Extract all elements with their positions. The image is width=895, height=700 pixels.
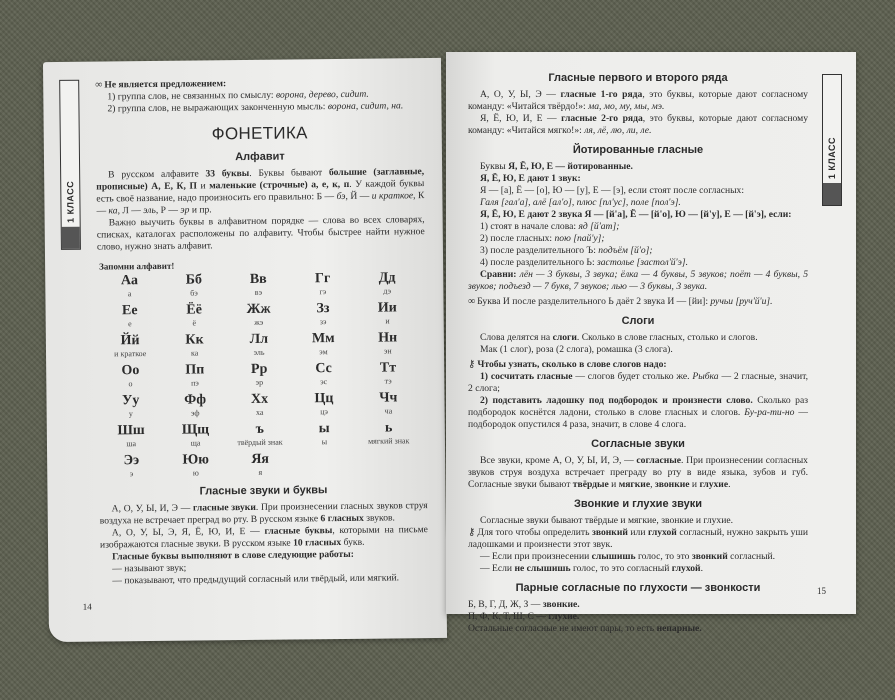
alphabet-letter <box>356 390 421 417</box>
alphabet-letter <box>290 271 355 298</box>
letter-name: ха <box>255 407 264 417</box>
vowels-paragraph-3: Гласные буквы выполняют в слове следующие работы: <box>112 548 354 563</box>
letter-name: ша <box>126 439 137 449</box>
iotated-p5: Я, Ё, Ю, Е дают 2 звука Я — [й'а], Ё — [й'о], Ю — [й'у], Е — [й'э], если: <box>480 209 792 220</box>
alphabet-letter <box>227 392 292 419</box>
alphabet-letter <box>292 391 357 418</box>
intro-item-2-example: ворона, сидит, на. <box>327 100 404 113</box>
key-icon: ⚷ <box>468 359 476 370</box>
letter-glyph: Фф <box>184 392 207 408</box>
syllables-p1: Слова делятся на слоги. Сколько в слове гласных, столько и слогов. <box>480 332 758 343</box>
alphabet-letter <box>99 423 164 450</box>
voiced-p1: Согласные звуки бывают твёрдые и мягкие, звонкие и глухие. <box>480 515 734 526</box>
letter-name: и краткое <box>114 349 147 359</box>
alphabet-letter <box>98 333 163 360</box>
alphabet-letter <box>355 270 420 297</box>
letter-glyph: Ии <box>377 300 397 316</box>
letter-name: э <box>129 469 134 479</box>
letter-glyph: Зз <box>316 301 330 317</box>
letter-name: цэ <box>320 407 328 417</box>
letter-name: и <box>385 316 390 326</box>
letter-name: эф <box>190 408 200 418</box>
alphabet-letter <box>99 453 164 480</box>
intro-note <box>95 76 423 115</box>
alphabet-letter <box>163 392 228 419</box>
letter-glyph: Чч <box>379 390 398 406</box>
right-page <box>446 52 856 634</box>
grade-tab-label: 1 КЛАСС <box>65 180 76 223</box>
alphabet-letter <box>227 362 292 389</box>
grade-tab-marker <box>62 227 80 249</box>
letter-glyph: Дд <box>378 270 396 286</box>
letter-name: бэ <box>190 288 198 298</box>
letter-glyph: ъ <box>255 421 264 437</box>
letter-name: ча <box>384 406 393 416</box>
intro-item-1-example: ворона, дерево, сидит. <box>275 88 369 101</box>
voiced-heading: Звонкие и глухие звуки <box>574 498 702 510</box>
letter-name: зэ <box>319 317 327 327</box>
letter-glyph: Яя <box>251 451 270 467</box>
alphabet-letter <box>227 332 292 359</box>
iotated-p2: Я, Ё, Ю, Е дают 1 звук: <box>480 173 581 184</box>
letter-name: я <box>258 467 263 477</box>
alphabet-letter <box>163 422 228 449</box>
alphabet-letter <box>226 272 291 299</box>
alphabet-grid <box>97 270 421 479</box>
intro-item-1: 1) группа слов, не связанных по смыслу: <box>107 89 276 103</box>
letter-name: эс <box>320 377 328 387</box>
alphabet-letter <box>292 421 357 448</box>
alphabet-paragraph-2: Важно выучить буквы в алфавитном порядке — слова во всех словарях, списках, каталогах расположены по алфавиту. Чтобы быстрее найти нужное слово, нужно знать алфавит. <box>96 214 425 253</box>
letter-glyph: Тт <box>379 360 397 376</box>
letter-glyph: Бб <box>185 272 203 288</box>
letter-name: дэ <box>383 286 392 296</box>
letter-name: мягкий знак <box>368 436 410 446</box>
iotated-heading: Йотированные гласные <box>572 144 704 156</box>
alphabet-letter <box>98 363 163 390</box>
voiced-line-2: — Если не слышишь голос, то это согласный глухой. <box>480 563 703 574</box>
letter-name: жэ <box>254 317 264 327</box>
alphabet-heading: Алфавит <box>235 150 285 164</box>
letter-name: ё <box>192 318 197 328</box>
page-number-left: 14 <box>82 601 92 612</box>
remember-alphabet-label: Запомни алфавит! <box>99 260 175 272</box>
letter-glyph: Шш <box>117 423 145 439</box>
iotated-p1: Буквы Я, Ё, Ю, Е — йотированные. <box>480 161 633 172</box>
letter-glyph: ы <box>318 421 330 437</box>
alphabet-letter <box>226 302 291 329</box>
chapter-title: ФОНЕТИКА <box>211 123 308 144</box>
syllables-p2: Мак (1 слог), роза (2 слога), ромашка (3 слога). <box>480 344 673 355</box>
iotated-list-2: 2) после гласных: пою [пай'у]; <box>480 233 605 244</box>
alphabet-letter <box>162 332 227 359</box>
letter-glyph: Жж <box>246 301 271 317</box>
iotated-p4: Галя [гал'а], алё [ал'о], плюс [пл'ус], поле [пол'э]. <box>480 197 681 208</box>
letter-name: гэ <box>319 287 327 297</box>
rows-heading: Гласные первого и второго ряда <box>548 72 728 84</box>
pairs-voiced: Б, В, Г, Д, Ж, З — звонкие. <box>468 599 580 610</box>
pairs-rest: Остальные согласные не имеют пары, то есть непарные. <box>468 623 702 634</box>
left-page <box>43 58 447 642</box>
letter-glyph: Нн <box>378 330 398 346</box>
letter-name: эр <box>255 377 264 387</box>
voiced-tip: ⚷ Для того чтобы определить звонкий или глухой согласный, нужно закрыть уши ладошками и произнести этот звук. <box>468 527 809 550</box>
letter-glyph: Ээ <box>123 453 140 469</box>
iotated-compare: Сравни: лён — 3 буквы, 3 звука; ёлка — 4 буквы, 5 звуков; поёт — 4 буквы, 5 звуков; подъезд — 7 букв, 7 звуков; лью — 3 буквы, 3 звука. <box>468 269 808 292</box>
alphabet-letter <box>98 303 163 330</box>
alphabet-letter <box>356 420 421 447</box>
grade-side-tab-right <box>822 74 842 206</box>
alphabet-letter <box>291 301 356 328</box>
key-icon: ⚷ <box>468 527 476 538</box>
letter-glyph: Ёё <box>186 302 203 318</box>
letter-name: ща <box>190 438 201 448</box>
iotated-p3: Я — [а], Ё — [о], Ю — [у], Е — [э], если стоят после согласных: <box>480 185 744 196</box>
alphabet-letter <box>356 360 421 387</box>
letter-name: вэ <box>254 287 263 297</box>
iotated-list-1: 1) стоят в начале слова: яд [й'ат]; <box>480 221 620 232</box>
alphabet-letter <box>163 362 228 389</box>
letter-glyph: Ее <box>121 303 138 319</box>
alphabet-letter <box>163 452 228 479</box>
vowels-list-item-2: — показывают, что предыдущий согласный или твёрдый, или мягкий. <box>112 572 400 587</box>
letter-glyph: ь <box>384 420 393 436</box>
alphabet-paragraph-1: В русском алфавите 33 буквы. Буквы бывают большие (заглавные, прописные) А, Е, К, П и маленькие (строчные) а, е, к, п. У каждой буквы есть своё название, надо произносить его правильно: Б — бэ, Й — и краткое, К — ка, Л — эль, Р — эр и пр. <box>96 166 425 217</box>
pairs-heading: Парные согласные по глухости — звонкости <box>515 582 761 594</box>
letter-glyph: Пп <box>185 362 205 378</box>
glasses-icon: ∞ <box>468 296 476 307</box>
voiced-line-1: — Если при произнесении слышишь голос, то это звонкий согласный. <box>480 551 776 562</box>
vowels-list-item-1: — называют звук; <box>112 562 187 575</box>
vowels-paragraph-2: А, О, У, Ы, Э, Я, Ё, Ю, И, Е — гласные буквы, которыми на письме изображаются гласные звуки. В русском языке 10 гласных букв. <box>99 524 428 551</box>
alphabet-letter <box>98 393 163 420</box>
alphabet-letter <box>97 273 162 300</box>
letter-glyph: Аа <box>120 273 139 289</box>
letter-glyph: Рр <box>250 361 268 377</box>
letter-glyph: Цц <box>314 391 334 407</box>
letter-glyph: Вв <box>249 271 267 287</box>
letter-name: е <box>128 319 132 329</box>
letter-glyph: Мм <box>311 331 335 347</box>
alphabet-letter <box>355 330 420 357</box>
iotated-note: ∞ Буква И после разделительного Ь даёт 2 звука И — [йи]: ручьи [руч'й'и]. <box>468 296 773 307</box>
letter-glyph: Йй <box>120 333 140 349</box>
iotated-list-3: 3) после разделительного Ъ: подъём [й'о]; <box>480 245 653 256</box>
letter-name: ка <box>190 348 199 358</box>
consonants-p1: Все звуки, кроме А, О, У, Ы, И, Э, — согласные. При произнесении согласных звуков струя воздуха встречает преграду во рту в виде языка, зубов и губ. Согласные звуки бывают твёрдые и мягкие, звонкие и глухие. <box>468 455 808 490</box>
letter-name: пэ <box>191 378 199 388</box>
consonants-heading: Согласные звуки <box>591 438 685 450</box>
letter-name: о <box>128 379 133 389</box>
glasses-icon: ∞ <box>95 79 103 91</box>
letter-glyph: Хх <box>250 391 269 407</box>
letter-name: ю <box>192 468 199 478</box>
letter-name: у <box>128 409 133 419</box>
alphabet-letter <box>291 361 356 388</box>
letter-glyph: Лл <box>249 331 269 347</box>
letter-glyph: Гг <box>314 271 331 287</box>
letter-name: ы <box>321 437 328 447</box>
vowels-heading: Гласные звуки и буквы <box>199 484 328 498</box>
letter-name: эль <box>253 347 265 357</box>
page-number-right: 15 <box>817 586 826 596</box>
syllables-heading: Слоги <box>621 315 655 327</box>
letter-name: эн <box>383 346 392 356</box>
intro-title: Не является предложением: <box>104 78 227 91</box>
letter-name: а <box>127 289 132 299</box>
letter-name: тэ <box>384 376 392 386</box>
letter-glyph: Уу <box>121 393 140 409</box>
letter-glyph: Щщ <box>181 422 210 438</box>
alphabet-letter <box>355 300 420 327</box>
alphabet-letter <box>162 302 227 329</box>
letter-glyph: Кк <box>185 332 204 348</box>
alphabet-letter <box>162 272 227 299</box>
letter-glyph: Оо <box>121 363 140 379</box>
letter-name: эм <box>319 347 328 357</box>
grade-side-tab <box>59 80 81 250</box>
syllables-step-1: 1) сосчитать гласные — слогов будет столько же. Рыбка — 2 гласные, значит, 2 слога; <box>468 371 808 394</box>
alphabet-letter <box>228 422 293 449</box>
alphabet-letter <box>228 452 293 479</box>
pairs-voiceless: П, Ф, К, Т, Ш, С — глухие. <box>468 611 580 622</box>
rows-paragraph-2: Я, Ё, Ю, И, Е — гласные 2-го ряда, это буквы, которые дают согласному команду: «Читайся мягко!»: ля, лё, лю, ли, ле. <box>468 113 808 136</box>
intro-item-2: 2) группа слов, не выражающих законченную мысль: <box>107 101 328 115</box>
iotated-list-4: 4) после разделительного Ь: застолье [застол'й'э]. <box>480 257 688 268</box>
vowels-paragraph-1: А, О, У, Ы, И, Э — гласные звуки. При произнесении гласных звуков струя воздуха не встречает преград во рту. В русском языке 6 гласных звуков. <box>99 500 428 527</box>
alphabet-letter <box>291 331 356 358</box>
letter-glyph: Юю <box>182 452 210 468</box>
syllables-step-2: 2) подставить ладошку под подбородок и произнести слово. Сколько раз подбородок коснётся ладони, столько в слове гласных и слогов. Бу-ра-ти-но — подбородок опустился 4 раза, значит, в слове 4 слога. <box>468 395 808 430</box>
letter-name: твёрдый знак <box>237 437 283 448</box>
syllables-tip: ⚷ Чтобы узнать, сколько в слове слогов надо: <box>468 359 667 370</box>
rows-paragraph-1: А, О, У, Ы, Э — гласные 1-го ряда, это буквы, которые дают согласному команду: «Читайся твёрдо!»: ма, мо, му, мы, мэ. <box>468 89 808 112</box>
grade-tab-label-right: 1 КЛАСС <box>827 136 837 179</box>
letter-glyph: Сс <box>315 361 332 377</box>
grade-tab-marker-right <box>823 183 841 205</box>
